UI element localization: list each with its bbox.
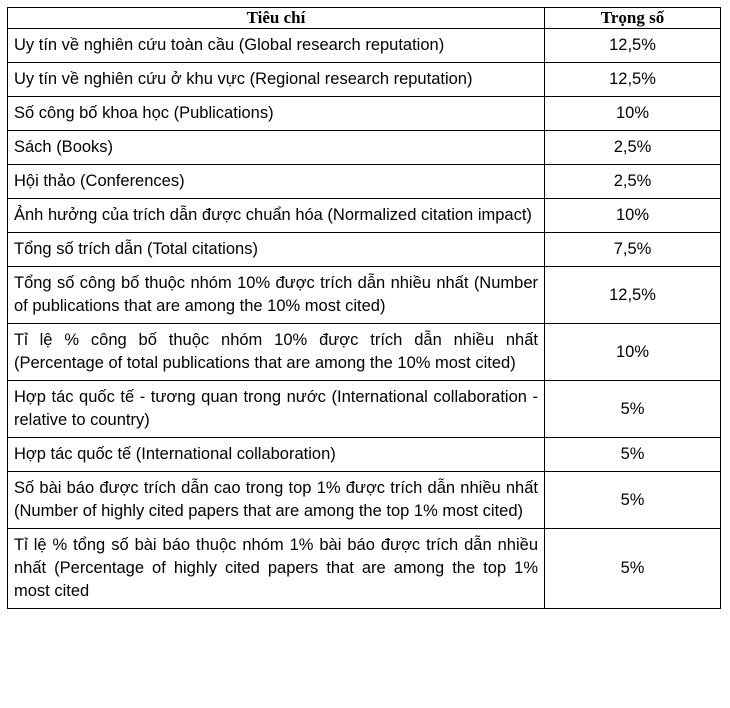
weight-cell: 5%	[545, 381, 721, 438]
table-row	[8, 131, 721, 165]
weight-cell: 5%	[545, 438, 721, 472]
criterion-cell: Ảnh hưởng của trích dẫn được chuẩn hóa (Normalized citation impact)	[8, 199, 545, 233]
table-row	[8, 324, 721, 381]
table-row	[8, 63, 721, 97]
table-row	[8, 29, 721, 63]
header-weight: Trọng số	[545, 8, 721, 29]
criterion-cell: Hợp tác quốc tế (International collaboration)	[8, 438, 545, 472]
criterion-cell: Sách (Books)	[8, 131, 545, 165]
weight-cell: 2,5%	[545, 131, 721, 165]
weight-cell: 12,5%	[545, 63, 721, 97]
table-row	[8, 438, 721, 472]
criterion-cell: Hội thảo (Conferences)	[8, 165, 545, 199]
criterion-cell: Số công bố khoa học (Publications)	[8, 97, 545, 131]
weight-cell: 10%	[545, 199, 721, 233]
weight-cell: 2,5%	[545, 165, 721, 199]
table-row	[8, 381, 721, 438]
criterion-cell: Tỉ lệ % công bố thuộc nhóm 10% được trích dẫn nhiều nhất (Percentage of total publications that are among the 10% most cited)	[8, 324, 545, 381]
weight-cell: 12,5%	[545, 267, 721, 324]
table-row	[8, 472, 721, 529]
criterion-cell: Tổng số trích dẫn (Total citations)	[8, 233, 545, 267]
table-row	[8, 267, 721, 324]
header-criterion: Tiêu chí	[8, 8, 545, 29]
header-row	[8, 8, 721, 29]
weight-cell: 10%	[545, 97, 721, 131]
table-row	[8, 97, 721, 131]
criterion-cell: Uy tín về nghiên cứu ở khu vực (Regional research reputation)	[8, 63, 545, 97]
criterion-cell: Hợp tác quốc tế - tương quan trong nước (International collaboration - relative to country)	[8, 381, 545, 438]
weight-cell: 12,5%	[545, 29, 721, 63]
weight-cell: 10%	[545, 324, 721, 381]
criterion-cell: Số bài báo được trích dẫn cao trong top 1% được trích dẫn nhiều nhất (Number of highly cited papers that are among the top 1% most cited)	[8, 472, 545, 529]
weight-cell: 7,5%	[545, 233, 721, 267]
criteria-weights-table	[7, 7, 721, 609]
table-row	[8, 165, 721, 199]
weight-cell: 5%	[545, 472, 721, 529]
table-row	[8, 199, 721, 233]
table-row	[8, 233, 721, 267]
criterion-cell: Tổng số công bố thuộc nhóm 10% được trích dẫn nhiều nhất (Number of publications that are among the 10% most cited)	[8, 267, 545, 324]
weight-cell: 5%	[545, 529, 721, 609]
criterion-cell: Tỉ lệ % tổng số bài báo thuộc nhóm 1% bài báo được trích dẫn nhiều nhất (Percentage of highly cited papers that are among the top 1% most cited	[8, 529, 545, 609]
criterion-cell: Uy tín về nghiên cứu toàn cầu (Global research reputation)	[8, 29, 545, 63]
table-row	[8, 529, 721, 609]
